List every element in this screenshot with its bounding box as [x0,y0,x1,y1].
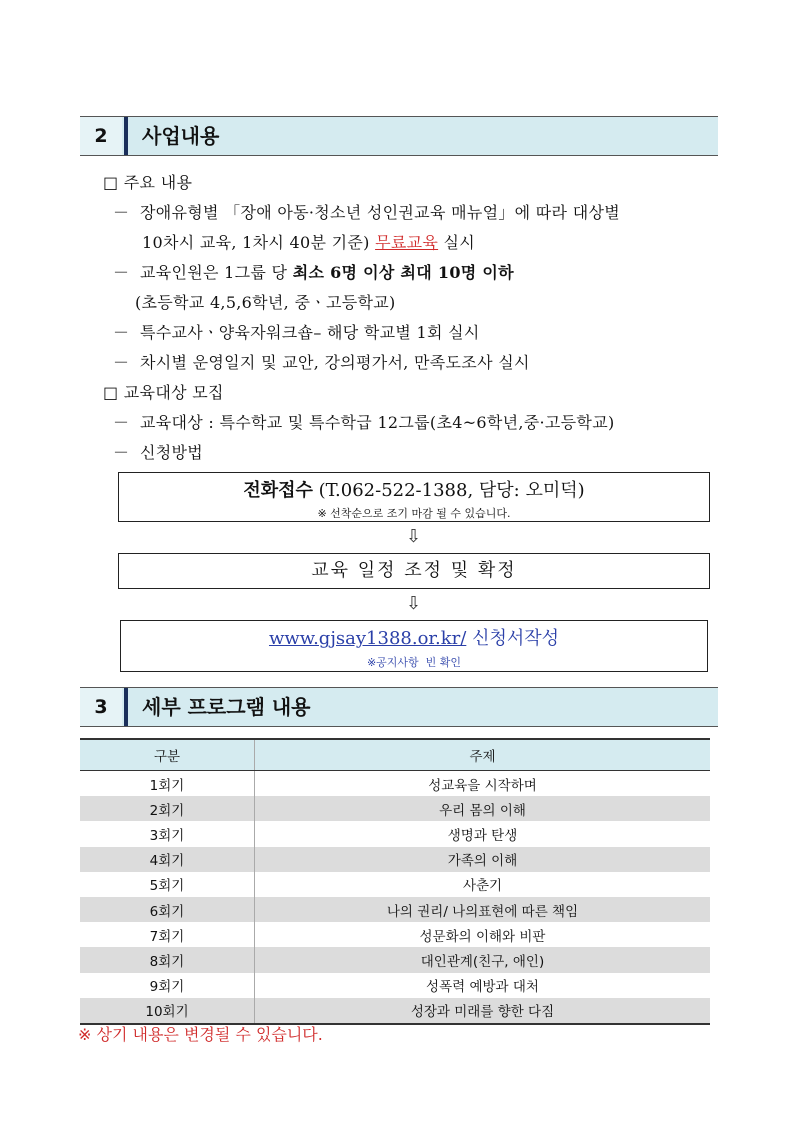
topic-cell: 성교육을 시작하며 [428,777,537,794]
list-item-text: 특수교사ㆍ양육자워크숍– 해당 학교별 1회 실시 [140,323,480,342]
section-accent-bar [124,117,128,155]
phone-application-title [119,476,709,502]
table-header-row [80,739,710,771]
list-item-text: 신청방법 [140,443,204,462]
session-cell: 4회기 [80,847,255,872]
notice-check-note: ※공지사항 빈 확인 [366,656,462,669]
recruit-heading: □ 교육대상 모집 [103,383,224,402]
list-item-text: 실시 [443,233,476,252]
list-item-dash: － [113,353,130,372]
application-form-label: 신청서작성 [472,628,560,649]
program-table [80,738,710,1025]
session-cell: 9회기 [80,973,255,998]
list-item-dash: － [113,443,130,462]
free-education-highlight: 무료교육 [375,233,439,252]
topic-cell: 가족의 이해 [255,847,711,872]
section-accent-bar [124,688,128,726]
topic-cell: 나의 권리/ 나의표현에 따른 책임 [255,897,711,922]
table-row [80,847,710,872]
topic-cell: 우리 몸의 이해 [255,796,711,821]
phone-application-box [118,472,710,522]
column-header-topic: 주제 [255,739,711,771]
down-arrow-icon: ⇩ [406,593,422,614]
topic-cell: 성장과 미래를 향한 다짐 [255,998,711,1024]
phone-application-label: 전화접수 [243,480,313,501]
list-item-text: 차시별 운영일지 및 교안, 강의평가서, 만족도조사 실시 [140,353,530,372]
section-number: 3 [80,688,122,726]
session-cell: 1회기 [80,771,255,797]
column-header-session: 구분 [80,739,255,771]
list-item [140,260,514,283]
table-row [80,821,710,846]
phone-contact: (T.062-522-1388, 담당: 오미덕) [318,480,585,501]
section-title: 사업내용 [142,124,220,148]
topic-cell: 사춘기 [462,878,503,895]
main-content-heading: □ 주요 내용 [103,173,193,192]
table-row [80,771,710,797]
topic-cell: 생명과 탄생 [447,827,518,844]
session-cell: 8회기 [80,947,255,972]
table-row [80,796,710,821]
list-item-dash: － [113,413,130,432]
list-item-text: 10차시 교육, 1차시 40분 기준) [142,233,370,252]
table-row [80,897,710,922]
session-cell: 10회기 [80,998,255,1024]
section-title: 세부 프로그램 내용 [142,695,311,719]
list-item-text: 교육대상 : 특수학교 및 특수학급 12그룹(초4~6학년,중·고등학교) [140,413,615,432]
topic-cell: 대인관계(친구, 애인) [255,947,711,972]
table-row [80,922,710,947]
list-item-text: 장애유형별 「장애 아동·청소년 성인권교육 매뉴얼」에 따라 대상별 [140,203,620,222]
section-number: 2 [80,117,122,155]
table-row [80,973,710,998]
list-item-continuation [142,230,475,253]
online-application-box [120,620,708,672]
section-2-header [80,116,718,156]
table-row [80,947,710,972]
schedule-confirm-box [118,553,710,589]
change-notice: ※ 상기 내용은 변경될 수 있습니다. [78,1025,323,1044]
session-cell: 6회기 [80,897,255,922]
website-link[interactable]: www.gjsay1388.or.kr/ [268,628,467,649]
section-3-header [80,687,718,727]
topic-cell: 성문화의 이해와 비판 [419,928,546,945]
table-row [80,998,710,1024]
list-item-text: 교육인원은 1그룹 당 [140,263,288,282]
schedule-confirm-text: 교육 일정 조정 및 확정 [311,560,517,581]
down-arrow-icon: ⇩ [406,526,422,547]
session-cell: 5회기 [80,872,255,897]
group-size-bold: 최소 6명 이상 최대 10명 이하 [292,263,514,282]
first-come-note: ※ 선착순으로 조기 마감 될 수 있습니다. [317,507,511,520]
session-cell: 3회기 [80,821,255,846]
online-application-title [121,624,707,650]
list-item-continuation: (초등학교 4,5,6학년, 중ㆍ고등학교) [135,293,396,312]
table-row [80,872,710,897]
session-cell: 7회기 [80,922,255,947]
list-item-dash: － [113,323,130,342]
list-item-dash: － [113,263,130,282]
session-cell: 2회기 [80,796,255,821]
list-item-dash: － [113,203,130,222]
topic-cell: 성폭력 예방과 대처 [426,979,539,996]
